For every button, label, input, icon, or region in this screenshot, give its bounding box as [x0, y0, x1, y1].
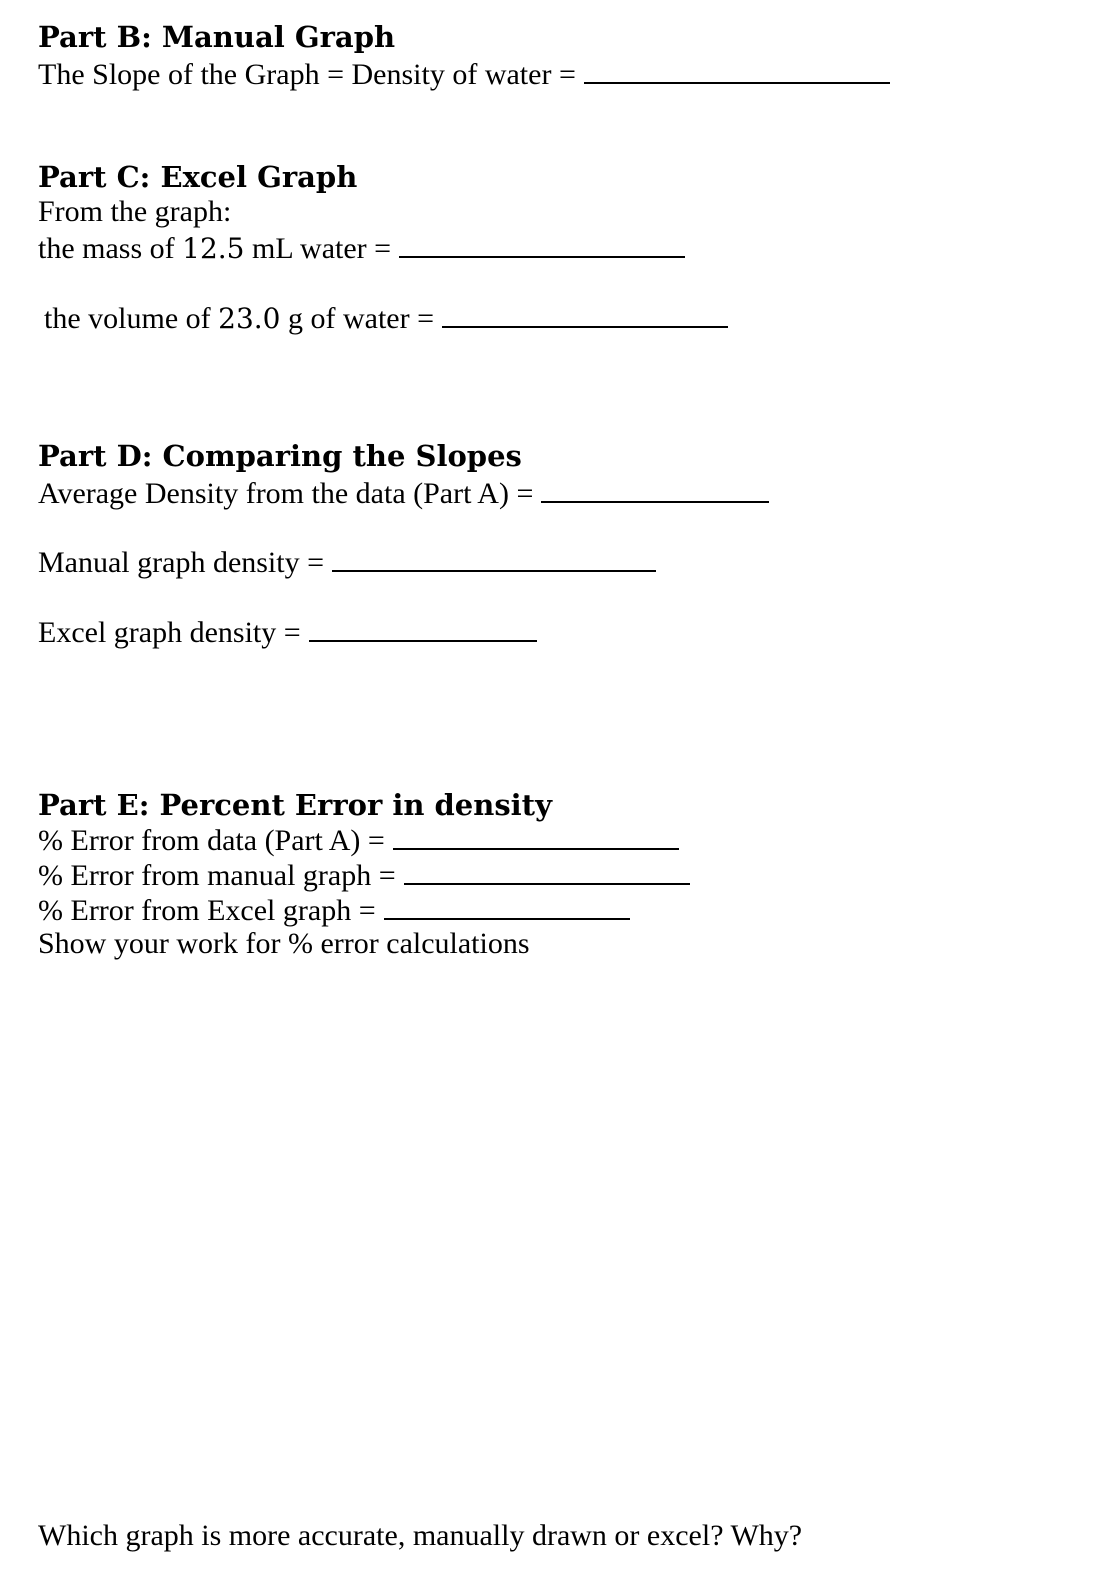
part-e-heading: Part E: Percent Error in density: [38, 788, 552, 822]
slope-label: The Slope of the Graph = Density of water =: [38, 58, 576, 91]
accuracy-question: Which graph is more accurate, manually drawn or excel? Why?: [38, 1519, 803, 1552]
error-excel-blank[interactable]: [384, 892, 630, 920]
average-density-blank[interactable]: [541, 475, 769, 503]
volume-value: 23.0: [218, 302, 281, 335]
error-excel-row: [38, 892, 630, 928]
error-excel-label: % Error from Excel graph =: [38, 894, 376, 927]
manual-density-row: [38, 544, 656, 580]
error-manual-blank[interactable]: [404, 857, 690, 885]
from-graph-label: From the graph:: [38, 195, 232, 228]
volume-suffix: g of water =: [280, 302, 435, 335]
mass-suffix: mL water =: [244, 232, 392, 265]
part-b-heading: Part B: Manual Graph: [38, 20, 396, 54]
average-density-row: [38, 475, 769, 511]
part-b-slope-row: [38, 56, 890, 92]
slope-answer-blank[interactable]: [584, 56, 890, 84]
error-data-label: % Error from data (Part A) =: [38, 824, 385, 857]
excel-density-blank[interactable]: [309, 614, 537, 642]
part-d-heading: Part D: Comparing the Slopes: [38, 439, 522, 473]
error-manual-label: % Error from manual graph =: [38, 859, 396, 892]
excel-density-label: Excel graph density =: [38, 616, 301, 649]
manual-density-blank[interactable]: [332, 544, 656, 572]
mass-row: [38, 230, 685, 266]
show-work-instruction: Show your work for % error calculations: [38, 927, 530, 960]
error-data-blank[interactable]: [393, 822, 679, 850]
mass-prefix: the mass of: [38, 232, 183, 265]
excel-density-row: [38, 614, 537, 650]
volume-answer-blank[interactable]: [442, 300, 728, 328]
volume-row: [44, 300, 728, 336]
mass-answer-blank[interactable]: [399, 230, 685, 258]
error-data-row: [38, 822, 679, 858]
volume-prefix: the volume of: [44, 302, 219, 335]
error-manual-row: [38, 857, 690, 893]
manual-density-label: Manual graph density =: [38, 546, 325, 579]
mass-value: 12.5: [182, 232, 245, 265]
average-density-label: Average Density from the data (Part A) =: [38, 477, 534, 510]
part-c-heading: Part C: Excel Graph: [38, 160, 358, 194]
